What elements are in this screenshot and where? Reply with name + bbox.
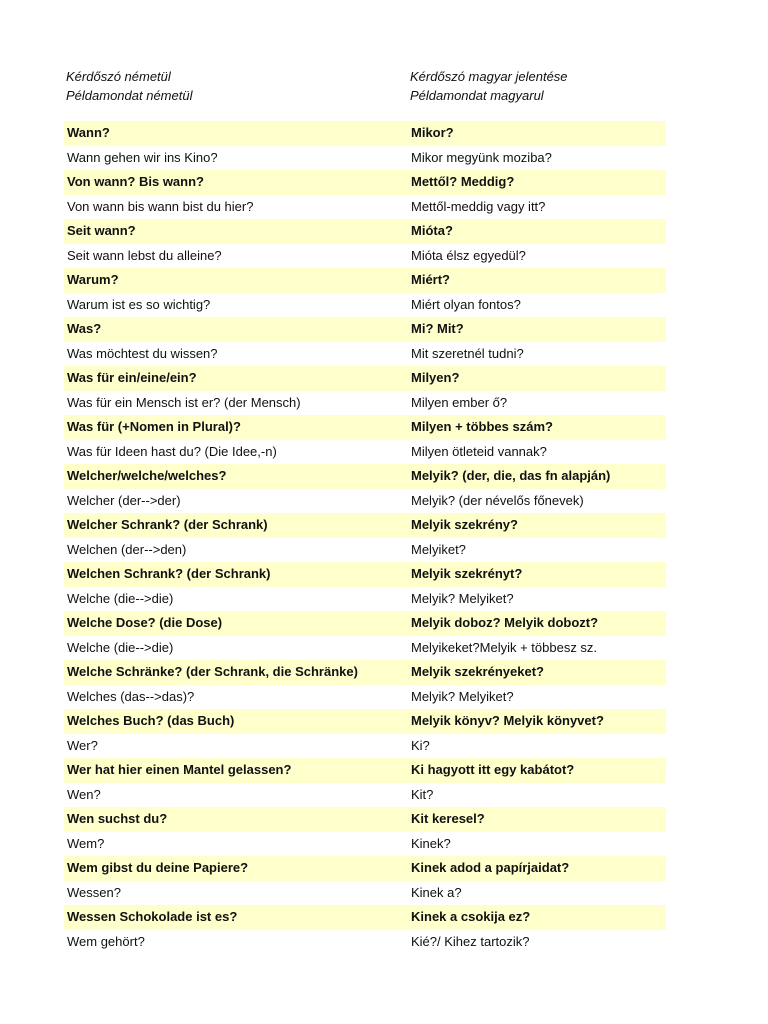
- hungarian-question-word: Ki hagyott itt egy kabátot?: [411, 762, 575, 777]
- example-sentence-row: [64, 244, 666, 269]
- hungarian-question-word: Melyik szekrényeket?: [411, 664, 544, 679]
- german-example-sentence: Welche (die-->die): [67, 639, 174, 655]
- question-word-row: [64, 170, 666, 195]
- hungarian-example-sentence: Milyen ötleteid vannak?: [411, 443, 547, 459]
- german-question-word: Wem gibst du deine Papiere?: [67, 860, 249, 875]
- hungarian-example-sentence: Kinek?: [411, 835, 451, 851]
- german-question-word: Was?: [67, 321, 102, 336]
- hungarian-example-sentence: Melyiket?: [411, 541, 466, 557]
- german-question-word: Welches Buch? (das Buch): [67, 713, 235, 728]
- german-example-sentence: Was für ein Mensch ist er? (der Mensch): [67, 394, 301, 410]
- german-question-word: Welchen Schrank? (der Schrank): [67, 566, 271, 581]
- german-question-word: Warum?: [67, 272, 119, 287]
- german-example-sentence: Wann gehen wir ins Kino?: [67, 149, 218, 165]
- german-example-sentence: Welche (die-->die): [67, 590, 174, 606]
- question-word-row: [64, 366, 666, 391]
- german-question-word: Wessen Schokolade ist es?: [67, 909, 238, 924]
- hungarian-example-sentence: Mikor megyünk moziba?: [411, 149, 552, 165]
- question-word-row: [64, 219, 666, 244]
- german-question-word: Was für (+Nomen in Plural)?: [67, 419, 241, 434]
- header-question-word-german: Kérdőszó németül: [66, 69, 171, 84]
- german-question-word: Welche Dose? (die Dose): [67, 615, 223, 630]
- example-sentence-row: [64, 342, 666, 367]
- german-example-sentence: Welcher (der-->der): [67, 492, 181, 508]
- german-question-word: Wer hat hier einen Mantel gelassen?: [67, 762, 292, 777]
- hungarian-question-word: Kinek adod a papírjaidat?: [411, 860, 570, 875]
- example-sentence-row: [64, 146, 666, 171]
- german-example-sentence: Von wann bis wann bist du hier?: [67, 198, 254, 214]
- hungarian-example-sentence: Melyikeket?Melyik + többesz sz.: [411, 639, 598, 655]
- german-example-sentence: Was für Ideen hast du? (Die Idee,-n): [67, 443, 277, 459]
- hungarian-example-sentence: Kié?/ Kihez tartozik?: [411, 933, 530, 949]
- question-word-row: [64, 562, 666, 587]
- example-sentence-row: [64, 636, 666, 661]
- example-sentence-row: [64, 783, 666, 808]
- hungarian-example-sentence: Milyen ember ő?: [411, 394, 508, 410]
- german-example-sentence: Wem?: [67, 835, 105, 851]
- hungarian-example-sentence: Melyik? (der névelős főnevek): [411, 492, 584, 508]
- german-question-word: Welcher Schrank? (der Schrank): [67, 517, 268, 532]
- german-question-word: Was für ein/eine/ein?: [67, 370, 197, 385]
- german-example-sentence: Wer?: [67, 737, 98, 753]
- hungarian-question-word: Miért?: [411, 272, 450, 287]
- hungarian-example-sentence: Melyik? Melyiket?: [411, 688, 514, 704]
- question-word-row: [64, 513, 666, 538]
- question-word-row: [64, 464, 666, 489]
- question-word-row: [64, 905, 666, 930]
- hungarian-question-word: Mióta?: [411, 223, 453, 238]
- german-question-word: Wann?: [67, 125, 110, 140]
- example-sentence-row: [64, 930, 666, 955]
- question-word-row: [64, 415, 666, 440]
- hungarian-example-sentence: Miért olyan fontos?: [411, 296, 521, 312]
- question-word-row: [64, 807, 666, 832]
- example-sentence-row: [64, 832, 666, 857]
- hungarian-question-word: Kinek a csokija ez?: [411, 909, 531, 924]
- german-example-sentence: Wen?: [67, 786, 101, 802]
- question-word-row: [64, 268, 666, 293]
- german-question-word: Von wann? Bis wann?: [67, 174, 204, 189]
- question-word-row: [64, 856, 666, 881]
- header-question-word-hungarian: Kérdőszó magyar jelentése: [410, 69, 568, 84]
- example-sentence-row: [64, 881, 666, 906]
- header-example-sentence-german: Példamondat németül: [66, 88, 193, 103]
- german-example-sentence: Was möchtest du wissen?: [67, 345, 218, 361]
- german-example-sentence: Wessen?: [67, 884, 121, 900]
- example-sentence-row: [64, 440, 666, 465]
- example-sentence-row: [64, 195, 666, 220]
- hungarian-example-sentence: Ki?: [411, 737, 430, 753]
- hungarian-question-word: Melyik szekrény?: [411, 517, 518, 532]
- german-example-sentence: Seit wann lebst du alleine?: [67, 247, 222, 263]
- hungarian-question-word: Milyen?: [411, 370, 460, 385]
- header-german-column: [66, 67, 406, 105]
- hungarian-question-word: Melyik doboz? Melyik dobozt?: [411, 615, 599, 630]
- question-word-row: [64, 709, 666, 734]
- hungarian-question-word: Mi? Mit?: [411, 321, 464, 336]
- hungarian-question-word: Melyik? (der, die, das fn alapján): [411, 468, 611, 483]
- example-sentence-row: [64, 734, 666, 759]
- hungarian-question-word: Mettől? Meddig?: [411, 174, 515, 189]
- example-sentence-row: [64, 587, 666, 612]
- hungarian-example-sentence: Mit szeretnél tudni?: [411, 345, 524, 361]
- vocabulary-table: [64, 121, 666, 954]
- german-example-sentence: Welches (das-->das)?: [67, 688, 195, 704]
- hungarian-question-word: Kit keresel?: [411, 811, 485, 826]
- example-sentence-row: [64, 293, 666, 318]
- question-word-row: [64, 317, 666, 342]
- hungarian-question-word: Melyik könyv? Melyik könyvet?: [411, 713, 604, 728]
- german-example-sentence: Wem gehört?: [67, 933, 145, 949]
- hungarian-example-sentence: Kinek a?: [411, 884, 462, 900]
- hungarian-question-word: Mikor?: [411, 125, 454, 140]
- example-sentence-row: [64, 538, 666, 563]
- german-question-word: Welche Schränke? (der Schrank, die Schränke): [67, 664, 358, 679]
- german-example-sentence: Warum ist es so wichtig?: [67, 296, 211, 312]
- question-word-row: [64, 611, 666, 636]
- hungarian-example-sentence: Mióta élsz egyedül?: [411, 247, 526, 263]
- hungarian-question-word: Milyen + többes szám?: [411, 419, 553, 434]
- hungarian-example-sentence: Melyik? Melyiket?: [411, 590, 514, 606]
- german-question-word: Welcher/welche/welches?: [67, 468, 227, 483]
- hungarian-question-word: Melyik szekrényt?: [411, 566, 523, 581]
- german-question-word: Seit wann?: [67, 223, 136, 238]
- hungarian-example-sentence: Mettől-meddig vagy itt?: [411, 198, 546, 214]
- german-question-word: Wen suchst du?: [67, 811, 168, 826]
- example-sentence-row: [64, 489, 666, 514]
- question-word-row: [64, 660, 666, 685]
- header-example-sentence-hungarian: Példamondat magyarul: [410, 88, 544, 103]
- header-hungarian-column: [410, 67, 670, 105]
- example-sentence-row: [64, 391, 666, 416]
- question-word-row: [64, 121, 666, 146]
- hungarian-example-sentence: Kit?: [411, 786, 434, 802]
- example-sentence-row: [64, 685, 666, 710]
- german-example-sentence: Welchen (der-->den): [67, 541, 187, 557]
- question-word-row: [64, 758, 666, 783]
